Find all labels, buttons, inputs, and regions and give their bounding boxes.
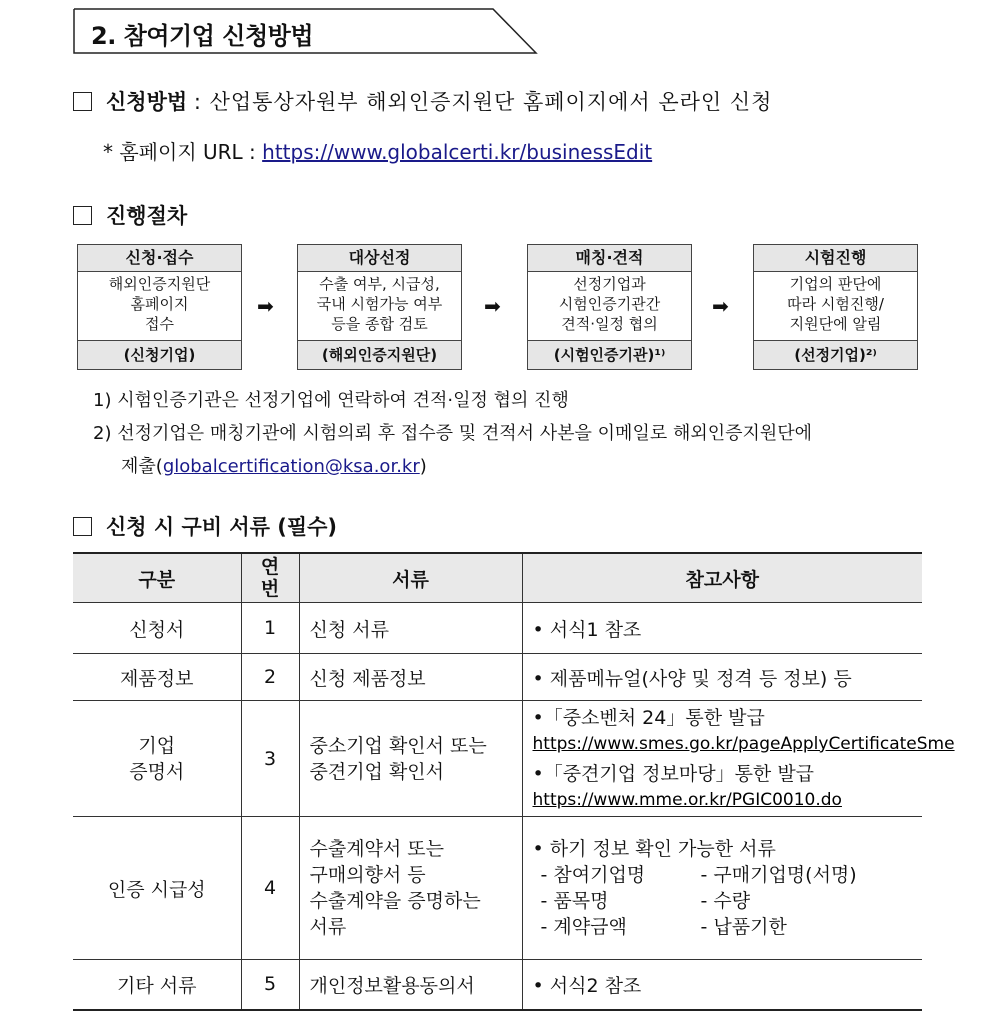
right-arrow-icon: ➡: [484, 294, 501, 318]
cell-number: 2: [241, 654, 299, 701]
footnote-2-prefix: 제출(: [121, 456, 163, 477]
cell-category-text: 기업 증명서: [129, 734, 185, 783]
notes-columns: [533, 862, 923, 940]
notes-item: - 품목명: [540, 890, 609, 912]
cell-document: 신청 서류: [299, 603, 522, 654]
header-number-text: 연 번: [260, 556, 280, 600]
url-prefix: * 홈페이지 URL :: [103, 140, 263, 164]
checkbox-square-icon: [73, 517, 92, 536]
notes-item: - 수량: [700, 890, 751, 912]
footnote-1: 1) 시험인증기관은 선정기업에 연락하여 견적·일정 협의 진행: [93, 390, 569, 411]
header-number: [241, 553, 299, 603]
mme-url-link[interactable]: https://www.mme.or.kr/PGIC0010.do: [532, 789, 842, 810]
cell-document-text: 중소기업 확인서 또는 중견기업 확인서: [309, 734, 487, 783]
footnote-2: 2) 선정기업은 매칭기관에 시험의뢰 후 접수증 및 견적서 사본을 이메일로 해외인증지원단에: [93, 423, 813, 444]
flow-step-body: 해외인증지원단 홈페이지 접수: [108, 275, 211, 333]
notes-line: •「중소벤처 24」통한 발급: [532, 706, 765, 729]
flow-step-title: 신청·접수: [78, 245, 241, 272]
flow-step-actor: (시험인증기관)¹⁾: [528, 340, 691, 369]
cell-category: 제품정보: [73, 654, 241, 701]
table-row: [73, 701, 922, 817]
flow-step-title: 대상선정: [298, 245, 461, 272]
flow-step-title: 시험진행: [754, 245, 917, 272]
method-label: 신청방법: [106, 90, 188, 114]
flow-step-testing: [753, 244, 918, 370]
url-line: [103, 136, 652, 165]
notes-line: •「중견기업 정보마당」통한 발급: [532, 762, 815, 785]
footnote-2-continued: [121, 452, 427, 478]
notes-item: - 참여기업명: [540, 864, 646, 886]
cell-category: [73, 701, 241, 817]
footnote-2-suffix: ): [419, 456, 427, 477]
homepage-url-link[interactable]: https://www.globalcerti.kr/businessEdit: [262, 140, 653, 164]
flow-step-actor: (해외인증지원단): [298, 340, 461, 369]
cell-number: 1: [241, 603, 299, 654]
section-title: 2. 참여기업 신청방법: [91, 22, 313, 50]
flow-step-apply: [77, 244, 242, 370]
procedure-label: 진행절차: [106, 204, 188, 228]
notes-left-column: [533, 862, 701, 940]
method-line: [73, 86, 772, 116]
documents-label: 신청 시 구비 서류 (필수): [106, 515, 338, 539]
notes-item: - 구매기업명(서명): [700, 864, 857, 886]
table-row: [73, 603, 922, 654]
smes-url-link[interactable]: https://www.smes.go.kr/pageApplyCertificateSme: [532, 733, 955, 754]
flow-step-title: 매칭·견적: [528, 245, 691, 272]
table-row: [73, 960, 922, 1010]
flow-step-actor: (선정기업)²⁾: [754, 340, 917, 369]
flow-step-matching: [527, 244, 692, 370]
notes-item: - 계약금액: [540, 916, 627, 938]
cell-number: 4: [241, 817, 299, 960]
notes-line: • 하기 정보 확인 가능한 서류: [532, 838, 776, 860]
notes-item: - 납품기한: [700, 916, 787, 938]
flow-step-body: 기업의 판단에 따라 시험진행/ 지원단에 알림: [787, 275, 884, 333]
cell-document-text: 수출계약서 또는 구매의향서 등 수출계약을 증명하는 서류: [309, 838, 481, 938]
cell-number: 3: [241, 701, 299, 817]
table-row: [73, 654, 922, 701]
procedure-heading: [73, 200, 187, 230]
cell-document: [299, 701, 522, 817]
flow-step-selection: [297, 244, 462, 370]
method-text: : 산업통상자원부 해외인증지원단 홈페이지에서 온라인 신청: [193, 90, 773, 114]
cell-notes: [522, 701, 955, 817]
email-link[interactable]: globalcertification@ksa.or.kr: [162, 456, 420, 477]
section-header: [73, 8, 537, 53]
cell-category: 인증 시급성: [73, 817, 241, 960]
header-category: 구분: [73, 553, 241, 603]
table-header-row: [73, 553, 922, 603]
required-documents-table: [73, 552, 955, 1011]
right-arrow-icon: ➡: [712, 294, 729, 318]
cell-document: [299, 817, 522, 960]
header-notes: 참고사항: [522, 553, 922, 603]
cell-notes: • 제품메뉴얼(사양 및 정격 등 정보) 등: [522, 654, 922, 701]
cell-category: 신청서: [73, 603, 241, 654]
cell-number: 5: [241, 960, 299, 1010]
cell-notes: • 서식1 참조: [522, 603, 922, 654]
table-row: [73, 817, 922, 960]
cell-document: 신청 제품정보: [299, 654, 522, 701]
cell-notes: [522, 817, 922, 960]
flow-step-body: 선정기업과 시험인증기관간 견적·일정 협의: [558, 275, 661, 333]
checkbox-square-icon: [73, 92, 92, 111]
flow-step-actor: (신청기업): [78, 340, 241, 369]
header-document: 서류: [299, 553, 522, 603]
checkbox-square-icon: [73, 206, 92, 225]
cell-category: 기타 서류: [73, 960, 241, 1010]
cell-document: 개인정보활용동의서: [299, 960, 522, 1010]
right-arrow-icon: ➡: [257, 294, 274, 318]
flow-step-body: 수출 여부, 시급성, 국내 시험가능 여부 등을 종합 검토: [316, 275, 443, 333]
notes-right-column: [701, 862, 857, 940]
documents-heading: [73, 511, 337, 541]
cell-notes: • 서식2 참조: [522, 960, 922, 1010]
